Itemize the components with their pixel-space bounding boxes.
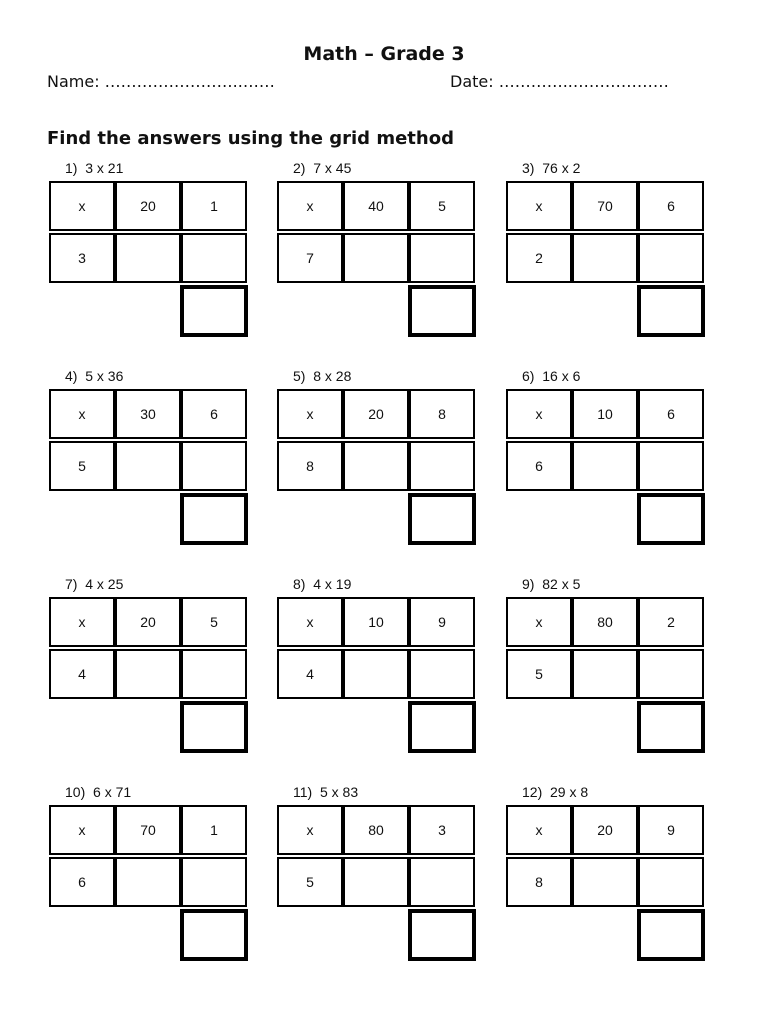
problem-4 (49, 368, 249, 568)
grid-operator-cell: x (49, 597, 115, 647)
grid-product-cell-tens[interactable] (343, 441, 409, 491)
worksheet-title: Math – Grade 3 (303, 43, 465, 65)
grid-ones-header: 8 (409, 389, 475, 439)
grid-product-cell-ones[interactable] (409, 857, 475, 907)
grid-operator-cell: x (506, 181, 572, 231)
grid-multiplier-cell: 8 (506, 857, 572, 907)
grid-tens-header: 80 (343, 805, 409, 855)
grid-operator-cell: x (506, 597, 572, 647)
problem-label: 2) 7 x 45 (293, 160, 352, 176)
grid-product-cell-ones[interactable] (181, 857, 247, 907)
grid-product-cell-ones[interactable] (409, 233, 475, 283)
problem-label: 10) 6 x 71 (65, 784, 132, 800)
grid-product-cell-tens[interactable] (343, 233, 409, 283)
problem-5 (277, 368, 477, 568)
answer-box[interactable] (408, 493, 476, 545)
grid-product-cell-tens[interactable] (115, 857, 181, 907)
problem-label: 12) 29 x 8 (522, 784, 589, 800)
grid-multiplier-cell: 6 (49, 857, 115, 907)
grid-operator-cell: x (277, 805, 343, 855)
grid-ones-header: 3 (409, 805, 475, 855)
grid-operator-cell: x (49, 805, 115, 855)
problem-9 (506, 576, 706, 776)
grid-product-cell-tens[interactable] (572, 233, 638, 283)
grid-product-cell-ones[interactable] (638, 441, 704, 491)
grid-ones-header: 1 (181, 805, 247, 855)
grid-product-cell-ones[interactable] (638, 649, 704, 699)
answer-box[interactable] (180, 493, 248, 545)
answer-box[interactable] (408, 701, 476, 753)
grid-operator-cell: x (277, 389, 343, 439)
grid-product-cell-ones[interactable] (181, 233, 247, 283)
grid-product-cell-tens[interactable] (343, 857, 409, 907)
grid-product-cell-tens[interactable] (115, 233, 181, 283)
grid-multiplier-cell: 5 (506, 649, 572, 699)
name-field[interactable]: Name: ……………………..…… (47, 72, 275, 91)
problem-label: 11) 5 x 83 (293, 784, 359, 800)
grid-ones-header: 6 (638, 181, 704, 231)
grid-product-cell-tens[interactable] (572, 857, 638, 907)
grid-product-cell-ones[interactable] (409, 441, 475, 491)
grid-multiplier-cell: 5 (49, 441, 115, 491)
grid-operator-cell: x (277, 597, 343, 647)
answer-box[interactable] (637, 285, 705, 337)
answer-box[interactable] (180, 285, 248, 337)
grid-operator-cell: x (506, 805, 572, 855)
grid-multiplier-cell: 2 (506, 233, 572, 283)
grid-multiplier-cell: 8 (277, 441, 343, 491)
problem-12 (506, 784, 706, 984)
grid-product-cell-ones[interactable] (181, 649, 247, 699)
grid-operator-cell: x (277, 181, 343, 231)
problem-label: 5) 8 x 28 (293, 368, 352, 384)
problem-1 (49, 160, 249, 360)
grid-tens-header: 10 (343, 597, 409, 647)
answer-box[interactable] (180, 909, 248, 961)
grid-ones-header: 5 (181, 597, 247, 647)
problem-10 (49, 784, 249, 984)
grid-product-cell-ones[interactable] (638, 233, 704, 283)
answer-box[interactable] (637, 701, 705, 753)
problem-2 (277, 160, 477, 360)
grid-tens-header: 70 (115, 805, 181, 855)
answer-box[interactable] (637, 493, 705, 545)
grid-product-cell-tens[interactable] (115, 441, 181, 491)
answer-box[interactable] (637, 909, 705, 961)
date-field[interactable]: Date: …………..……………… (450, 72, 669, 91)
grid-tens-header: 10 (572, 389, 638, 439)
problem-label: 3) 76 x 2 (522, 160, 581, 176)
grid-product-cell-tens[interactable] (572, 649, 638, 699)
grid-multiplier-cell: 3 (49, 233, 115, 283)
problem-label: 1) 3 x 21 (65, 160, 124, 176)
problem-11 (277, 784, 477, 984)
problem-label: 7) 4 x 25 (65, 576, 124, 592)
grid-tens-header: 40 (343, 181, 409, 231)
grid-multiplier-cell: 7 (277, 233, 343, 283)
answer-box[interactable] (408, 285, 476, 337)
grid-multiplier-cell: 5 (277, 857, 343, 907)
grid-multiplier-cell: 4 (277, 649, 343, 699)
grid-tens-header: 80 (572, 597, 638, 647)
answer-box[interactable] (180, 701, 248, 753)
grid-ones-header: 2 (638, 597, 704, 647)
grid-ones-header: 6 (181, 389, 247, 439)
grid-ones-header: 1 (181, 181, 247, 231)
problem-8 (277, 576, 477, 776)
grid-product-cell-tens[interactable] (343, 649, 409, 699)
instruction-heading: Find the answers using the grid method (47, 128, 454, 149)
grid-product-cell-ones[interactable] (409, 649, 475, 699)
answer-box[interactable] (408, 909, 476, 961)
grid-operator-cell: x (49, 389, 115, 439)
problem-7 (49, 576, 249, 776)
grid-ones-header: 6 (638, 389, 704, 439)
grid-tens-header: 70 (572, 181, 638, 231)
grid-ones-header: 9 (638, 805, 704, 855)
grid-product-cell-ones[interactable] (638, 857, 704, 907)
grid-tens-header: 20 (115, 597, 181, 647)
problem-label: 8) 4 x 19 (293, 576, 352, 592)
grid-product-cell-ones[interactable] (181, 441, 247, 491)
grid-tens-header: 20 (115, 181, 181, 231)
grid-tens-header: 30 (115, 389, 181, 439)
grid-operator-cell: x (506, 389, 572, 439)
grid-product-cell-tens[interactable] (572, 441, 638, 491)
problem-label: 9) 82 x 5 (522, 576, 581, 592)
problem-label: 4) 5 x 36 (65, 368, 124, 384)
grid-multiplier-cell: 6 (506, 441, 572, 491)
grid-tens-header: 20 (343, 389, 409, 439)
problem-label: 6) 16 x 6 (522, 368, 581, 384)
problem-6 (506, 368, 706, 568)
grid-product-cell-tens[interactable] (115, 649, 181, 699)
problem-3 (506, 160, 706, 360)
grid-multiplier-cell: 4 (49, 649, 115, 699)
grid-tens-header: 20 (572, 805, 638, 855)
grid-ones-header: 9 (409, 597, 475, 647)
grid-operator-cell: x (49, 181, 115, 231)
grid-ones-header: 5 (409, 181, 475, 231)
